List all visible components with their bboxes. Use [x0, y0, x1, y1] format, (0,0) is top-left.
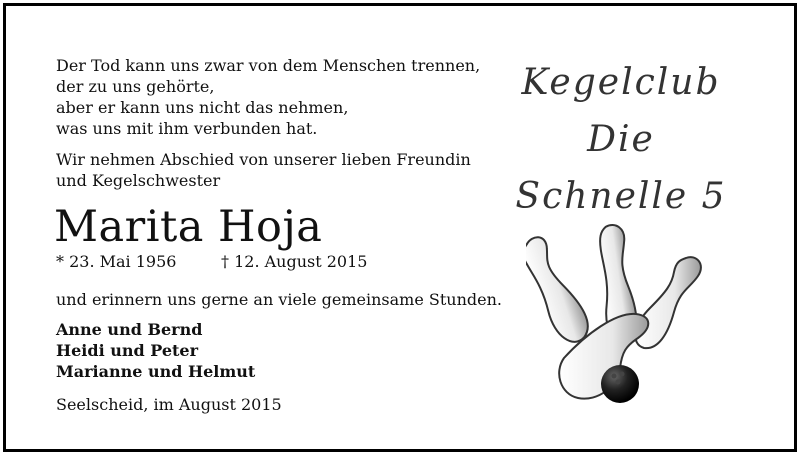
- club-name: [496, 54, 746, 225]
- poem-line: was uns mit ihm verbunden hat.: [56, 119, 318, 138]
- club-line: Schnelle 5: [515, 176, 727, 217]
- signer: Heidi und Peter: [56, 341, 199, 360]
- intro-text: [56, 149, 471, 191]
- club-line: Die: [587, 119, 655, 160]
- memory-text: und erinnern uns gerne an viele gemeinsame Stunden.: [56, 290, 502, 309]
- poem-line: Der Tod kann uns zwar von dem Menschen trennen,: [56, 56, 481, 75]
- poem-line: aber er kann uns nicht das nehmen,: [56, 98, 349, 117]
- signers: [56, 319, 255, 382]
- notice-frame: [3, 3, 797, 452]
- club-line: Kegelclub: [521, 62, 721, 103]
- intro-line: und Kegelschwester: [56, 171, 221, 190]
- bowling-pins-icon: [526, 216, 716, 406]
- deceased-name: Marita Hoja: [54, 202, 323, 252]
- poem: [56, 55, 480, 139]
- intro-line: Wir nehmen Abschied von unserer lieben Freundin: [56, 150, 471, 169]
- birth-date: * 23. Mai 1956: [56, 252, 177, 271]
- death-date: † 12. August 2015: [221, 252, 368, 271]
- place-date: Seelscheid, im August 2015: [56, 395, 282, 414]
- poem-line: der zu uns gehörte,: [56, 77, 215, 96]
- signer: Anne und Bernd: [56, 320, 203, 339]
- signer: Marianne und Helmut: [56, 362, 256, 381]
